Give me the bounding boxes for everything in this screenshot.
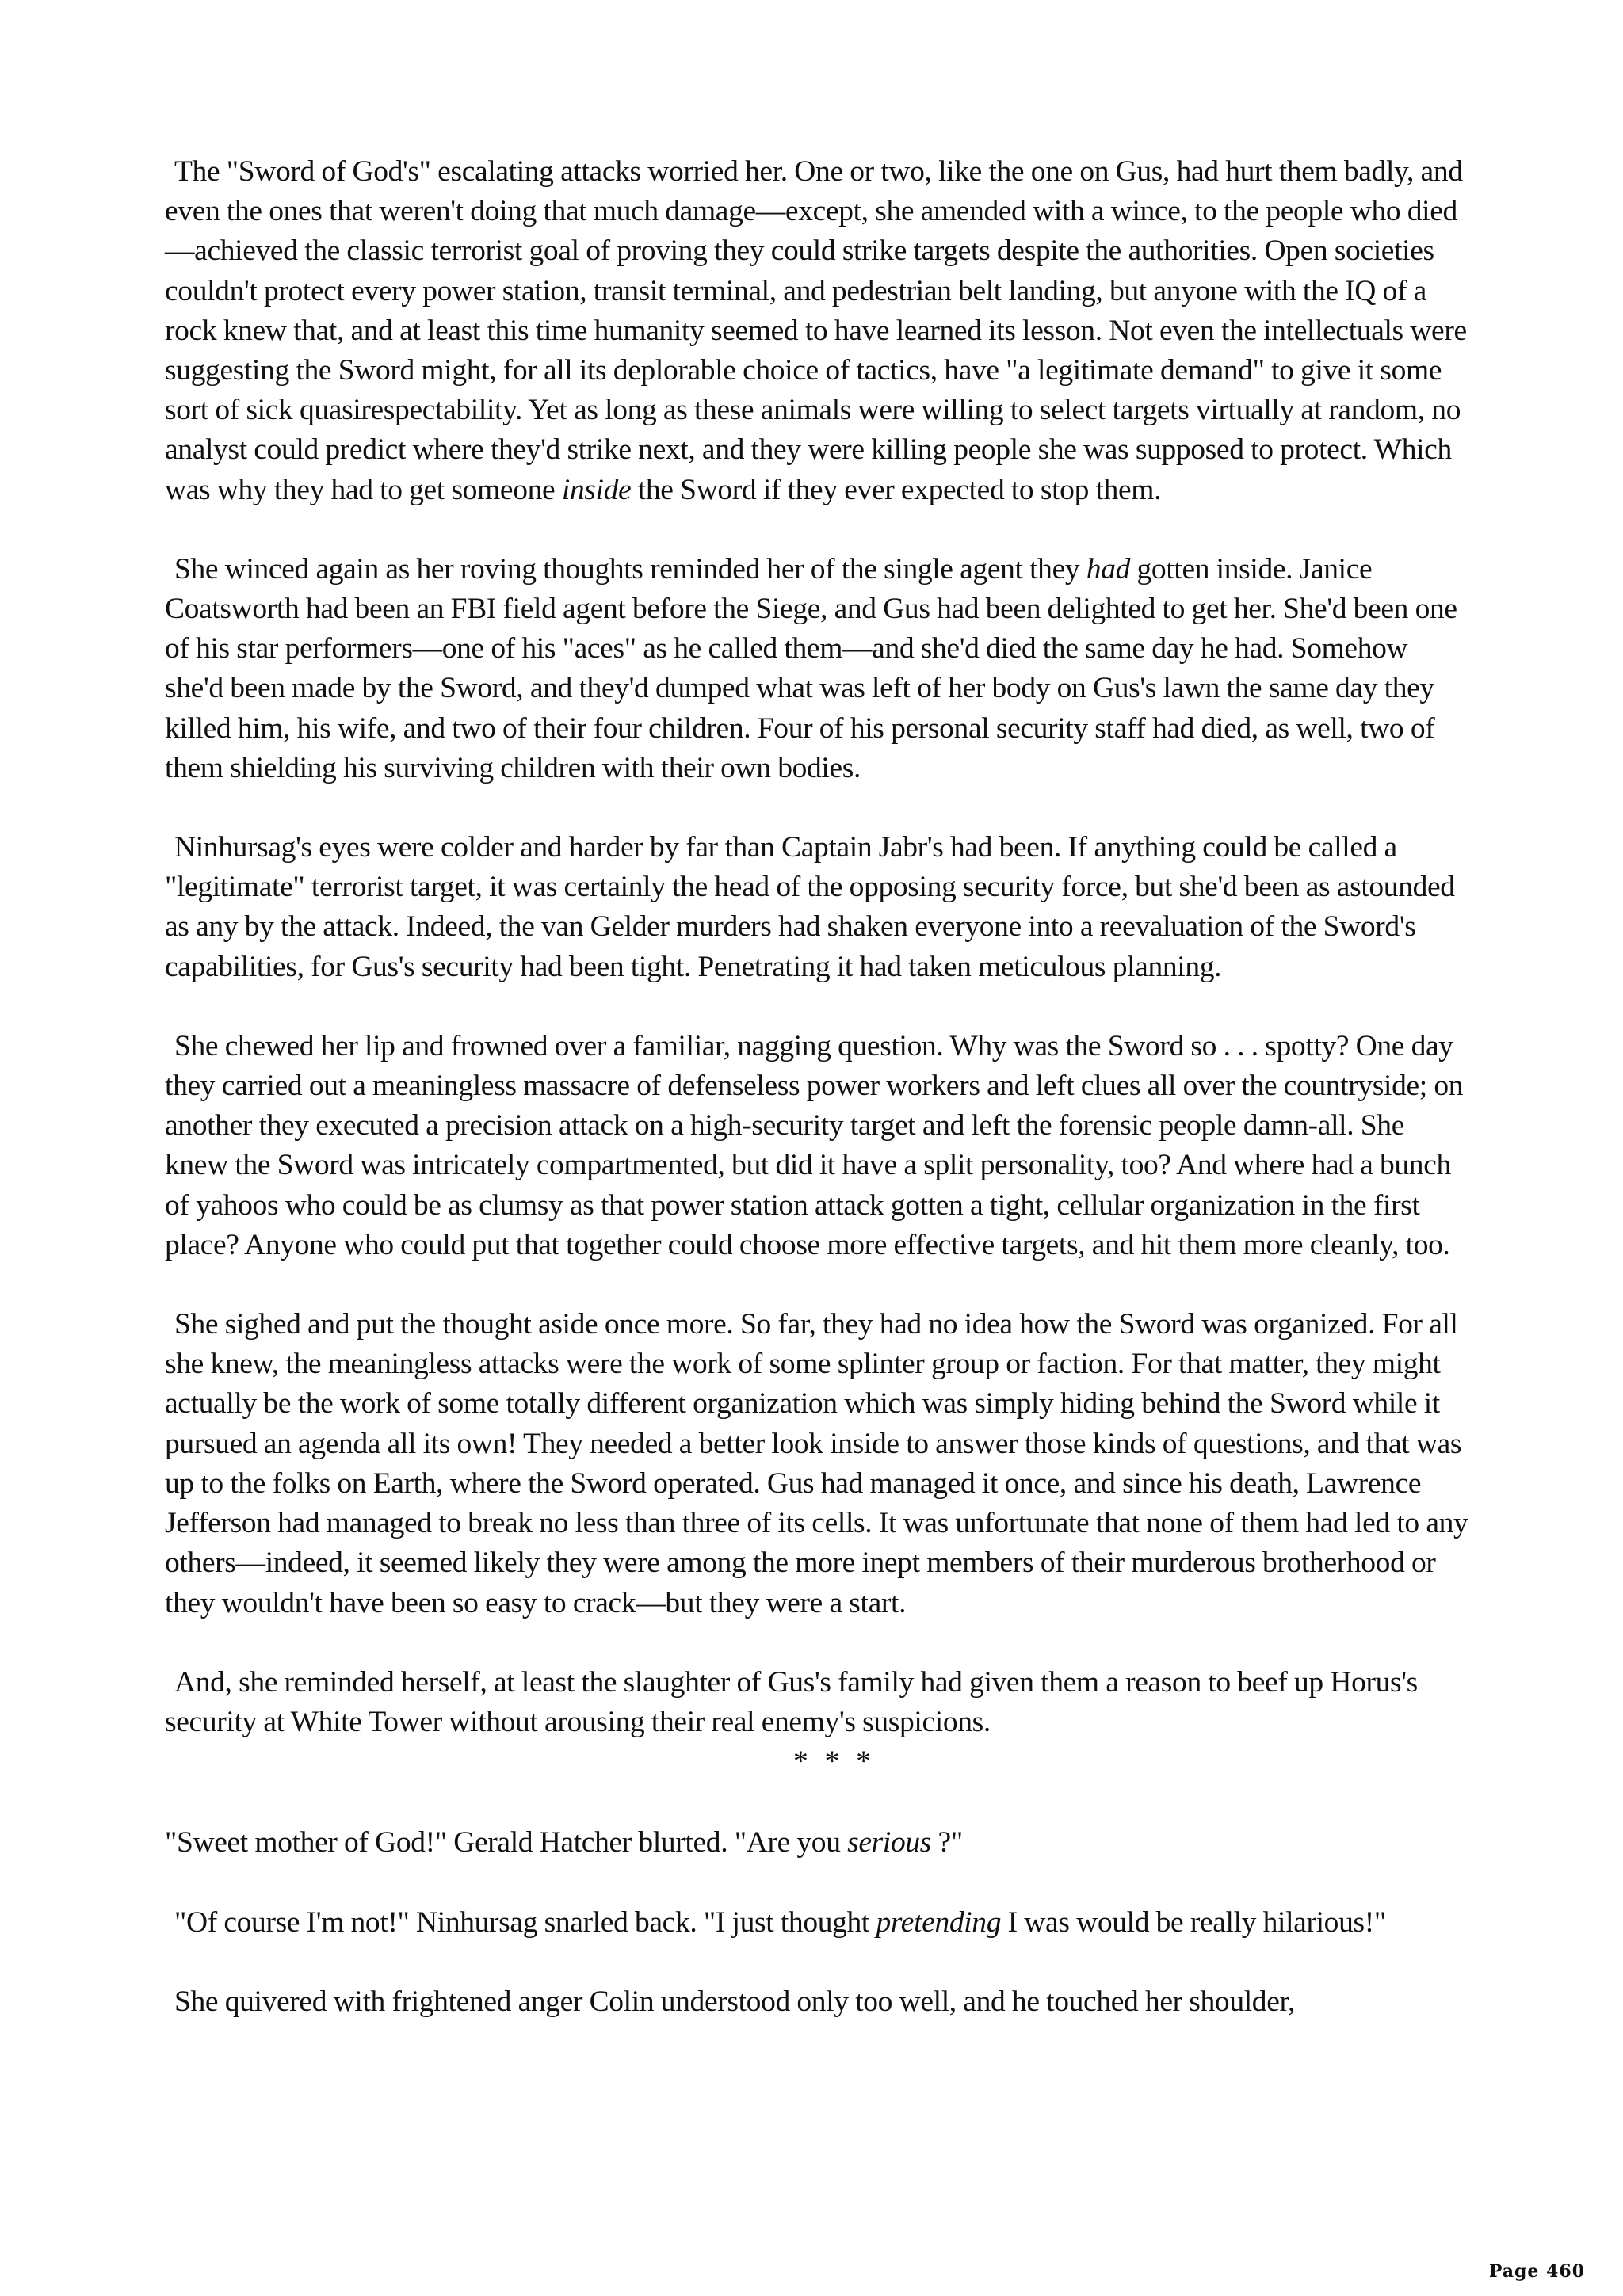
- text-run: the Sword if they ever expected to stop them.: [631, 473, 1162, 506]
- dialogue-paragraph: [165, 1823, 1472, 1863]
- italic-run: pretending: [876, 1905, 1002, 1939]
- dialogue-paragraph: [165, 1903, 1472, 1943]
- text-run: "Of course I'm not!" Ninhursag snarled back. "I just thought: [174, 1905, 876, 1939]
- italic-run: inside: [561, 473, 632, 506]
- paragraph: [165, 550, 1472, 788]
- page-number: Page 460: [1488, 2261, 1585, 2282]
- text-run: ?": [931, 1826, 963, 1859]
- italic-run: had: [1086, 552, 1130, 585]
- paragraph: She sighed and put the thought aside once more. So far, they had no idea how the Sword was organized. For all she knew, the meaningless attacks were the work of some splinter group or faction. For that matter, they might actually be the work of some totally different organization which was simply hiding behind the Sword while it pursued an agenda all its own! They needed a better look inside to answer those kinds of questions, and that was up to the folks on Earth, where the Sword operated. Gus had managed it once, and since his death, Lawrence Jefferson had managed to break no less than three of its cells. It was unfortunate that none of them had led to any others—indeed, it seemed likely they were among the more inept members of their murderous brotherhood or they wouldn't have been so easy to crack—but they were a start.: [165, 1308, 1468, 1619]
- body-text: [165, 152, 1472, 2061]
- italic-run: serious: [847, 1826, 932, 1859]
- text-run: "Sweet mother of God!" Gerald Hatcher blurted. "Are you: [165, 1826, 848, 1859]
- text-run: gotten inside. Janice Coatsworth had been an FBI field agent before the Siege, and Gus had been delighted to get her. She'd been one of his star performers—one of his "aces" as he called them—and she'd died the same day he had. Somehow she'd been made by the Sword, and they'd dumped what was left of her body on Gus's lawn the same day they killed him, his wife, and two of their four children. Four of his personal security staff had died, as well, two of them shielding his surviving children with their own bodies.: [165, 552, 1457, 784]
- dialogue-paragraph: She quivered with frightened anger Colin understood only too well, and he touched her shoulder,: [174, 1985, 1296, 2018]
- paragraph: [165, 152, 1472, 510]
- text-run: The "Sword of God's" escalating attacks worried her. One or two, like the one on Gus, had hurt them badly, and even the ones that weren't doing that much damage—except, she amended with a wince, to the people who died—achieved the classic terrorist goal of proving they could strike targets despite the authorities. Open societies couldn't protect every power station, transit terminal, and pedestrian belt landing, but anyone with the IQ of a rock knew that, and at least this time humanity seemed to have learned its lesson. Not even the intellectuals were suggesting the Sword might, for all its deplorable choice of tactics, have "a legitimate demand" to give it some sort of sick quasirespectability. Yet as long as these animals were willing to select targets virtually at random, no analyst could predict where they'd strike next, and they were killing people she was supposed to protect. Which was why they had to get someone: [165, 155, 1467, 506]
- paragraph: And, she reminded herself, at least the slaughter of Gus's family had given them a reason to beef up Horus's security at White Tower without arousing their real enemy's suspicions.: [165, 1665, 1418, 1738]
- paragraph: She chewed her lip and frowned over a familiar, nagging question. Why was the Sword so . . . spotty? One day they carried out a meaningless massacre of defenseless power workers and left clues all over the countryside; on another they executed a precision attack on a high-security target and left the forensic people damn-all. She knew the Sword was intricately compartmented, but did it have a split personality, too? And where had a bunch of yahoos who could be as clumsy as that power station attack gotten a tight, cellular organization in the first place? Anyone who could put that together could choose more effective targets, and hit them more cleanly, too.: [165, 1029, 1464, 1261]
- text-run: She winced again as her roving thoughts reminded her of the single agent they: [174, 552, 1086, 585]
- paragraph: Ninhursag's eyes were colder and harder by far than Captain Jabr's had been. If anything could be called a "legitimate" terrorist target, it was certainly the head of the opposing security force, but she'd been as astounded as any by the attack. Indeed, the van Gelder murders had shaken everyone into a reevaluation of the Sword's capabilities, for Gus's security had been tight. Penetrating it had taken meticulous planning.: [165, 831, 1455, 983]
- text-run: I was would be really hilarious!": [1001, 1905, 1386, 1939]
- scene-break: * * *: [793, 1745, 876, 1779]
